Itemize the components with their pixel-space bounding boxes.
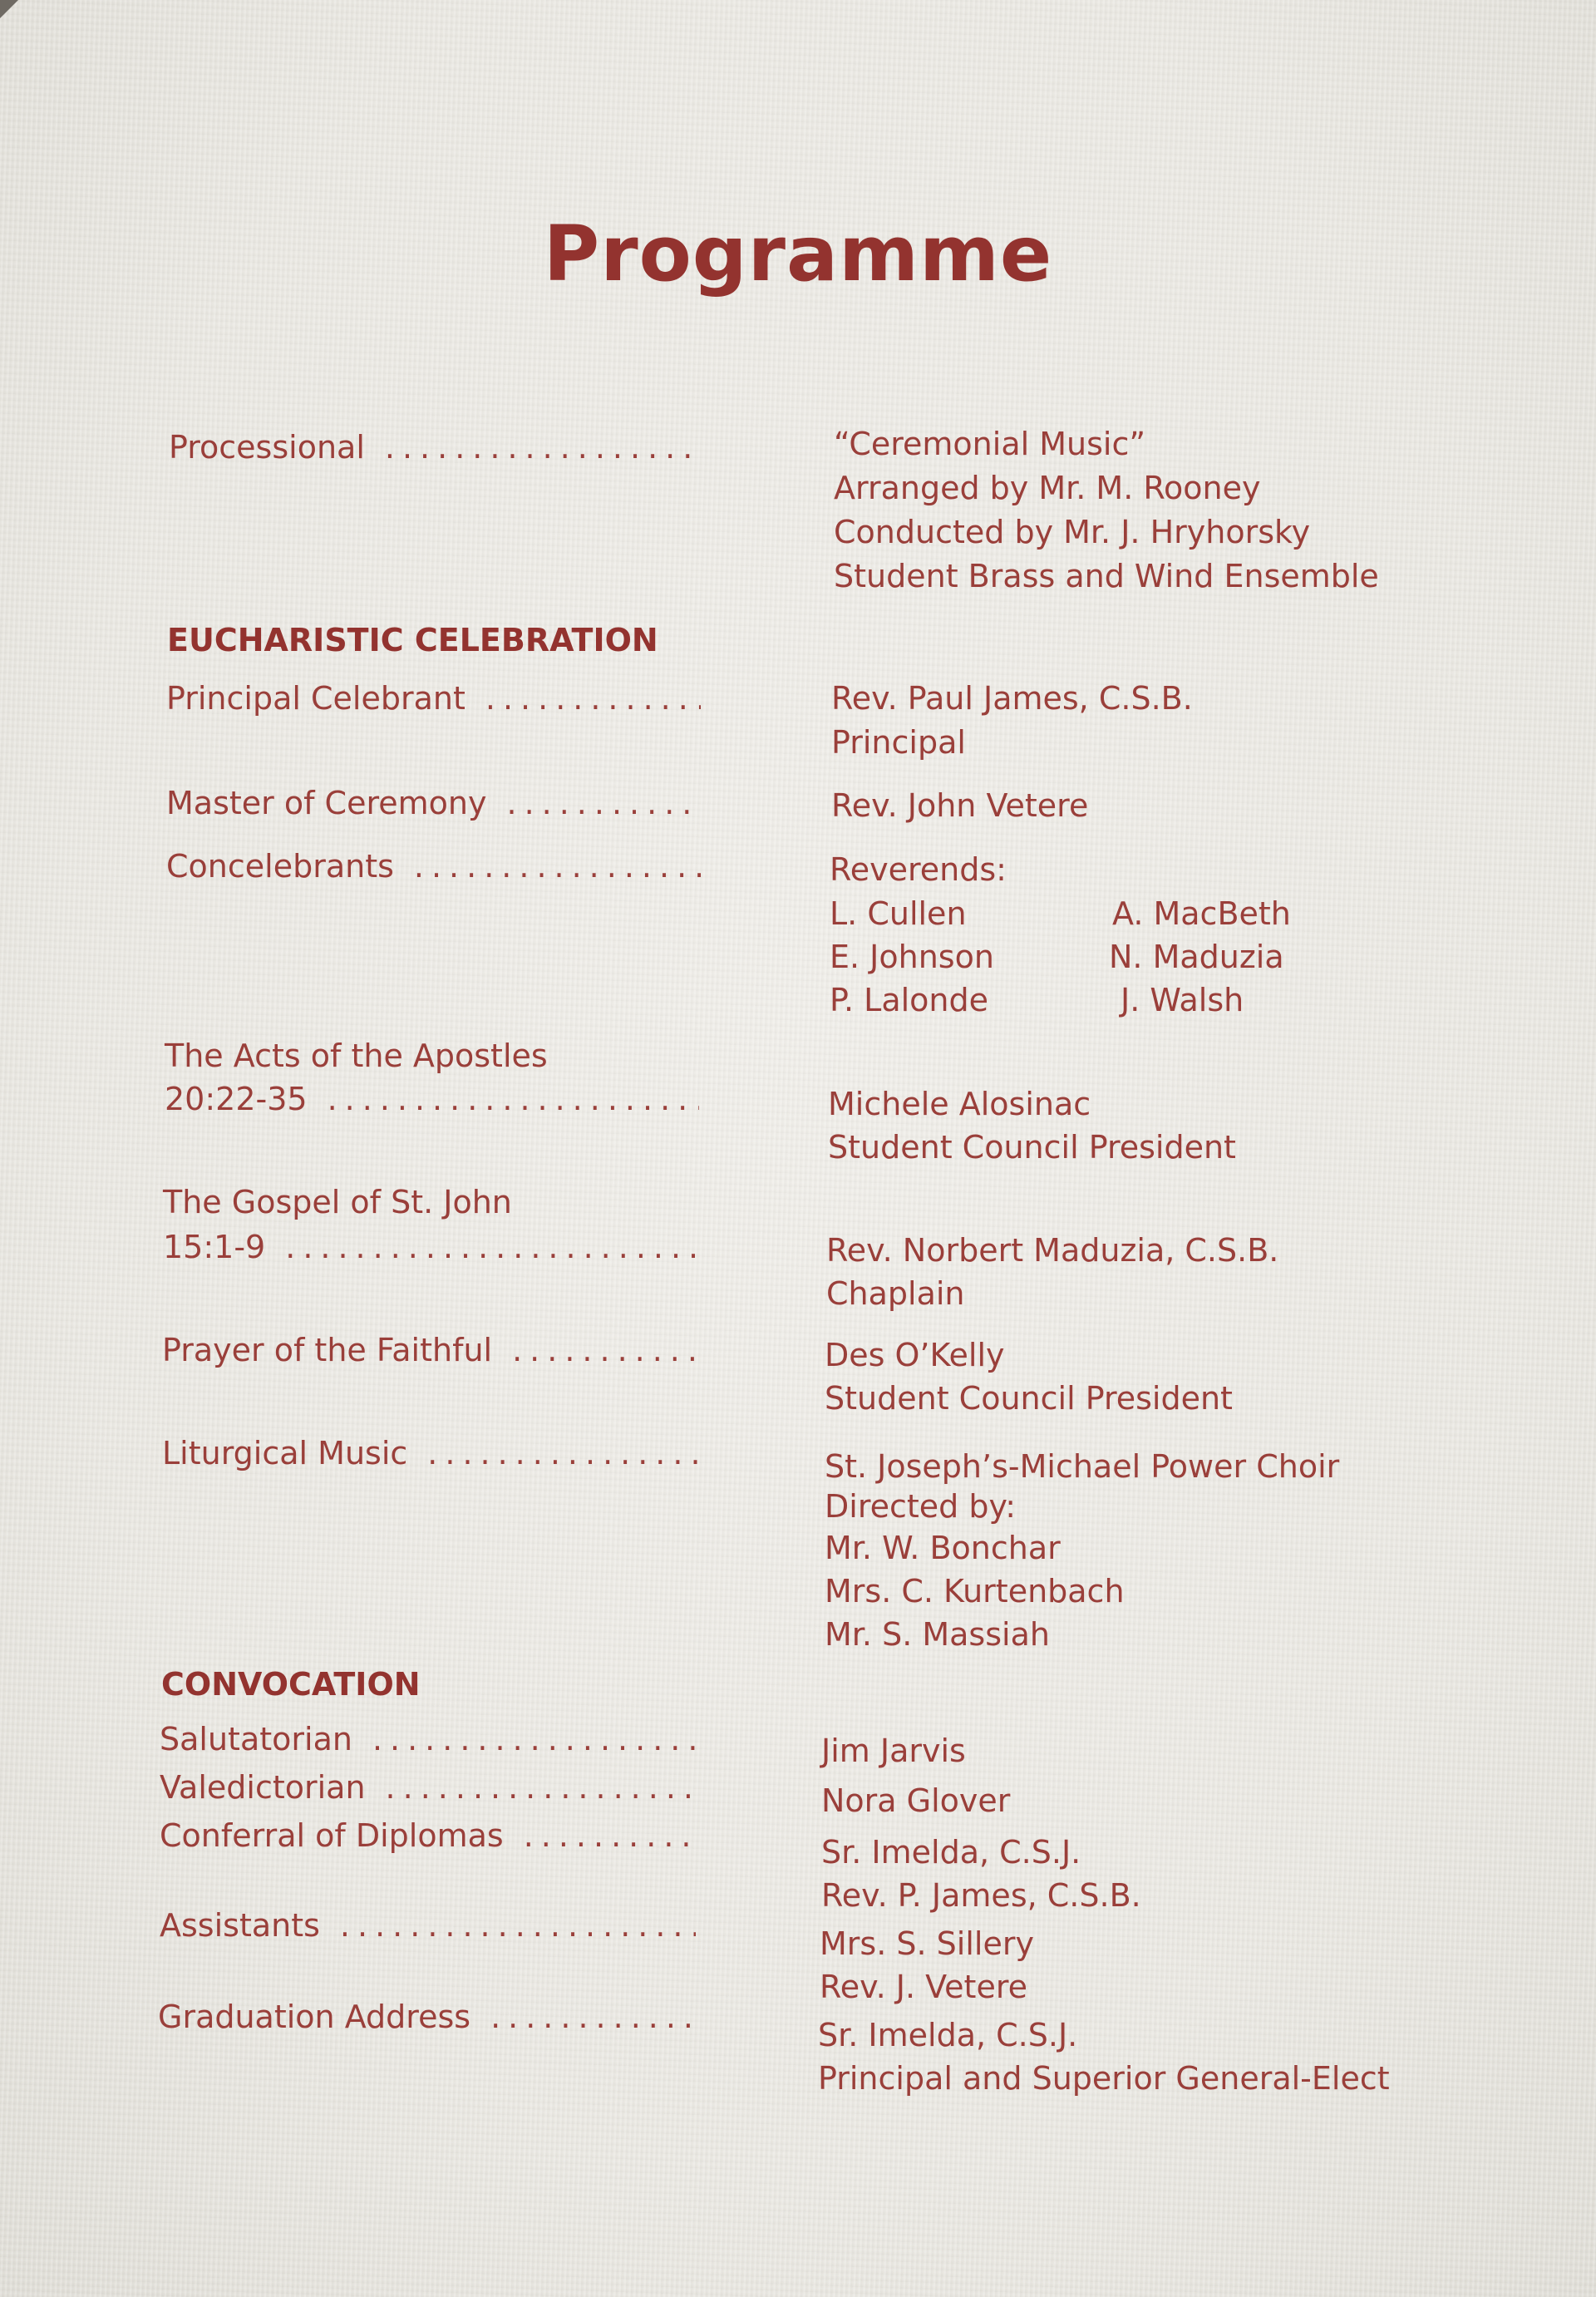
value-salutatorian: Jim Jarvis (821, 1733, 966, 1769)
concelebrant-left-1: L. Cullen (830, 895, 967, 932)
concelebrant-right-2: N. Maduzia (1109, 939, 1284, 975)
label-valedictorian: Valedictorian ..... (160, 1766, 696, 1809)
label-liturgical-music: Liturgical Music ..... (162, 1432, 697, 1475)
value-music-3: Mr. W. Bonchar (825, 1530, 1061, 1566)
value-prayer-2: Student Council President (825, 1380, 1233, 1417)
label-acts-line2: 20:22-35 ..... (165, 1077, 699, 1121)
value-assistants-1: Mrs. S. Sillery (820, 1925, 1034, 1962)
label-processional: Processional ..... (169, 426, 701, 469)
value-processional-1: “Ceremonial Music” (834, 426, 1146, 462)
value-music-4: Mrs. C. Kurtenbach (825, 1573, 1125, 1609)
label-acts-line1: The Acts of the Apostles (165, 1038, 548, 1074)
label-principal-celebrant: Principal Celebrant ..... (166, 677, 701, 720)
value-processional-3: Conducted by Mr. J. Hryhorsky (834, 514, 1311, 550)
label-concelebrants: Concelebrants ..... (166, 845, 701, 888)
value-address-1: Sr. Imelda, C.S.J. (818, 2017, 1078, 2053)
corner-fold (0, 0, 18, 18)
value-music-2: Directed by: (825, 1488, 1017, 1525)
value-principal-celebrant-1: Rev. Paul James, C.S.B. (831, 680, 1193, 717)
value-gospel-1: Rev. Norbert Maduzia, C.S.B. (826, 1232, 1279, 1269)
label-gospel-line2: 15:1-9 ..... (163, 1225, 699, 1269)
value-concelebrants-heading: Reverends: (830, 851, 1007, 888)
concelebrant-right-3: J. Walsh (1121, 982, 1244, 1018)
label-salutatorian: Salutatorian ..... (160, 1718, 696, 1761)
value-assistants-2: Rev. J. Vetere (820, 1969, 1028, 2005)
label-assistants: Assistants ..... (160, 1904, 696, 1947)
heading-convocation: CONVOCATION (161, 1666, 421, 1703)
label-prayer: Prayer of the Faithful ..... (162, 1328, 697, 1372)
label-conferral-of-diplomas: Conferral of Diplomas ..... (160, 1814, 696, 1857)
concelebrant-right-1: A. MacBeth (1112, 895, 1291, 932)
value-processional-4: Student Brass and Wind Ensemble (834, 558, 1379, 594)
concelebrant-left-2: E. Johnson (830, 939, 994, 975)
label-graduation-address: Graduation Address ..... (158, 1995, 696, 2038)
value-diplomas-1: Sr. Imelda, C.S.J. (821, 1834, 1081, 1871)
heading-eucharistic-celebration: EUCHARISTIC CELEBRATION (167, 622, 658, 658)
value-gospel-2: Chaplain (826, 1275, 965, 1312)
value-processional-2: Arranged by Mr. M. Rooney (834, 470, 1261, 506)
value-address-2: Principal and Superior General-Elect (818, 2060, 1390, 2097)
value-music-1: St. Joseph’s-Michael Power Choir (825, 1448, 1340, 1485)
value-diplomas-2: Rev. P. James, C.S.B. (821, 1877, 1141, 1914)
page-title: Programme (543, 209, 1053, 298)
label-master-of-ceremony: Master of Ceremony ..... (166, 781, 701, 825)
value-prayer-1: Des O’Kelly (825, 1337, 1005, 1373)
value-valedictorian: Nora Glover (821, 1782, 1011, 1819)
label-gospel-line1: The Gospel of St. John (163, 1184, 512, 1220)
value-master-of-ceremony: Rev. John Vetere (831, 787, 1089, 824)
value-music-5: Mr. S. Massiah (825, 1616, 1050, 1653)
value-acts-1: Michele Alosinac (828, 1086, 1091, 1122)
concelebrant-left-3: P. Lalonde (830, 982, 989, 1018)
value-principal-celebrant-2: Principal (831, 724, 966, 761)
value-acts-2: Student Council President (828, 1129, 1236, 1166)
